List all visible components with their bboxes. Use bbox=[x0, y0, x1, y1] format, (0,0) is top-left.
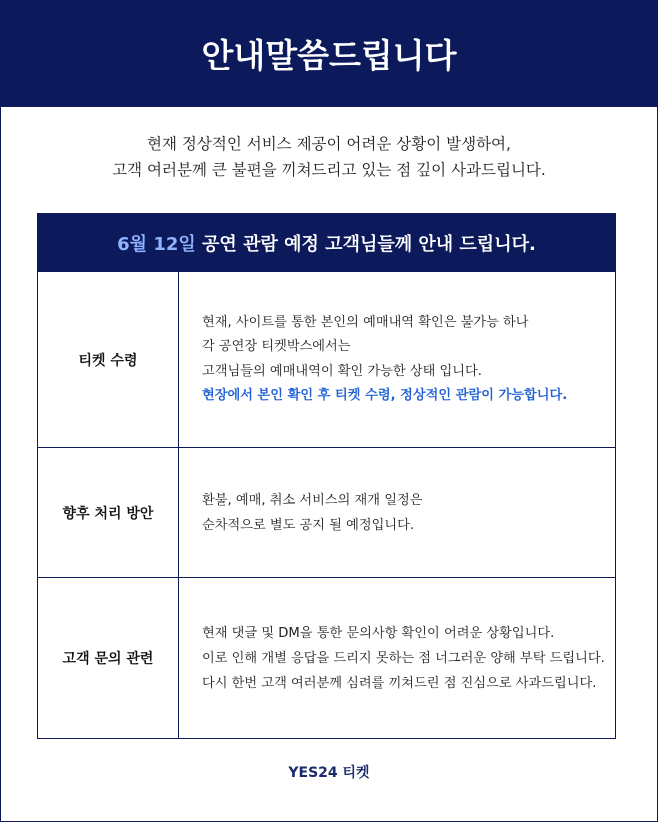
table-heading bbox=[38, 214, 615, 271]
table-row-customer-inquiry bbox=[38, 577, 615, 738]
brand-logo: YES24 티켓 bbox=[288, 765, 370, 781]
table-heading-text: 공연 관람 예정 고객님들께 안내 드립니다. bbox=[195, 233, 536, 255]
intro-text bbox=[0, 131, 658, 183]
row-label-ticket-pickup: 티켓 수령 bbox=[38, 272, 179, 447]
content-line: 환불, 예매, 취소 서비스의 재개 일정은 bbox=[202, 492, 423, 508]
row-label-future-plan: 향후 처리 방안 bbox=[38, 448, 179, 577]
content-line: 현재 댓글 및 DM을 통한 문의사항 확인이 어려운 상황입니다. bbox=[202, 625, 555, 641]
notice-table bbox=[37, 213, 616, 739]
row-content-future-plan bbox=[179, 448, 615, 577]
row-content-customer-inquiry bbox=[179, 578, 615, 738]
table-heading-date: 6월 12일 bbox=[117, 233, 196, 255]
table-row-ticket-pickup bbox=[38, 271, 615, 447]
page-title: 안내말씀드립니다 bbox=[201, 36, 457, 75]
row-content-ticket-pickup bbox=[179, 272, 615, 447]
content-line: 다시 한번 고객 여러분께 심려를 끼쳐드린 점 진심으로 사과드립니다. bbox=[202, 675, 597, 691]
notice-header bbox=[0, 0, 658, 107]
content-line: 순차적으로 별도 공지 될 예정입니다. bbox=[202, 517, 415, 533]
content-line: 고객님들의 예매내역이 확인 가능한 상태 입니다. bbox=[202, 363, 482, 379]
intro-line-2: 고객 여러분께 큰 불편을 끼쳐드리고 있는 점 깊이 사과드립니다. bbox=[112, 161, 546, 179]
row-label-customer-inquiry: 고객 문의 관련 bbox=[38, 578, 179, 738]
table-row-future-plan bbox=[38, 447, 615, 577]
content-line: 각 공연장 티켓박스에서는 bbox=[202, 339, 351, 354]
content-emphasis: 현장에서 본인 확인 후 티켓 수령, 정상적인 관람이 가능합니다. bbox=[202, 388, 568, 403]
content-line: 현재, 사이트를 통한 본인의 예매내역 확인은 불가능 하나 bbox=[202, 314, 529, 330]
content-line: 이로 인해 개별 응답을 드리지 못하는 점 너그러운 양해 부탁 드립니다. bbox=[202, 650, 605, 666]
intro-line-1: 현재 정상적인 서비스 제공이 어려운 상황이 발생하여, bbox=[147, 135, 511, 153]
